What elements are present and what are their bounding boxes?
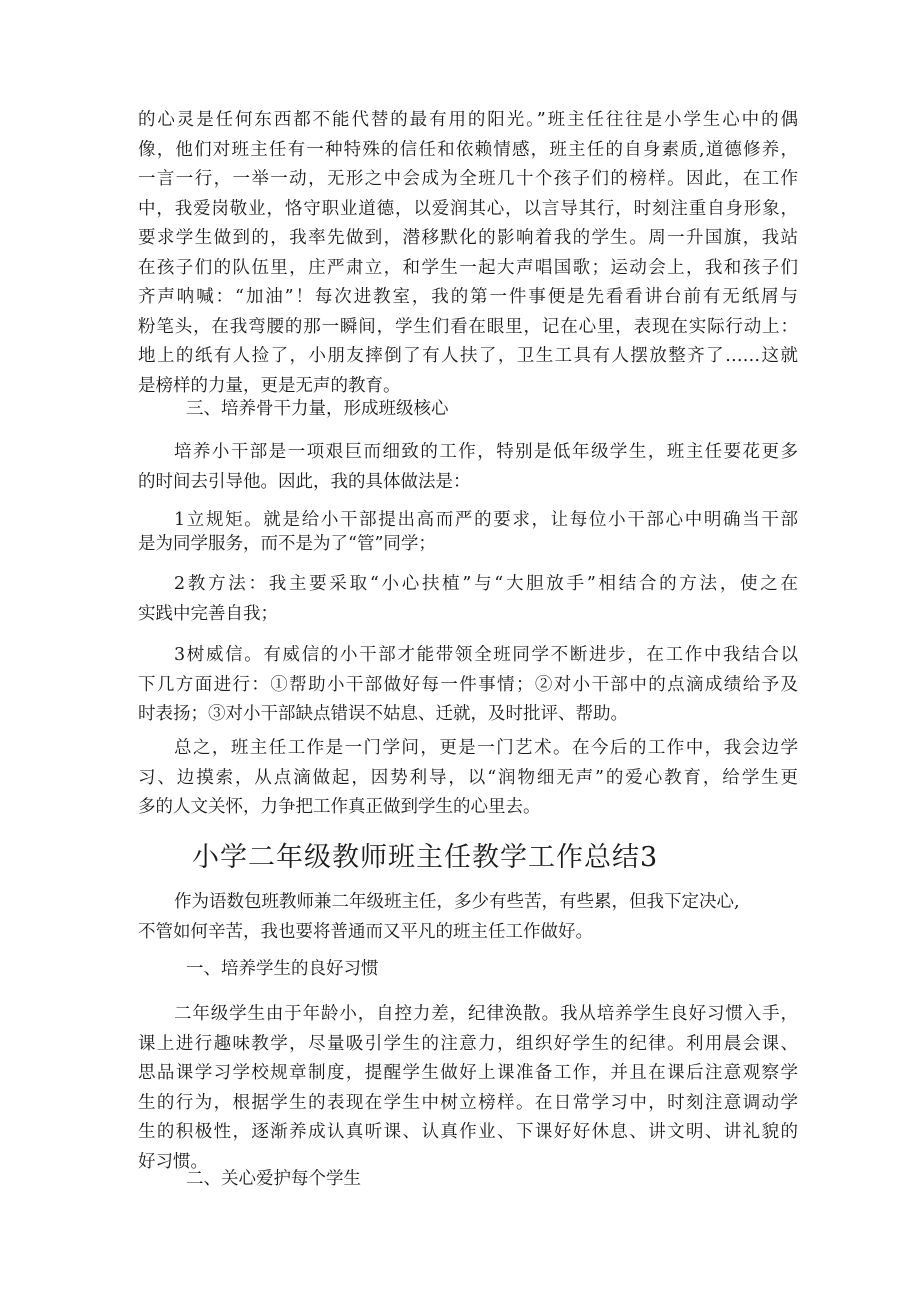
document-title: 小学二年级教师班主任教学工作总结3 [192, 842, 659, 873]
text-line: 粉笔头，在我弯腰的那一瞬间，学生们看在眼里，记在心里，表现在实际行动上： [138, 316, 798, 337]
text-line: 好习惯。 [138, 1151, 208, 1172]
paragraph-cadre-intro [138, 438, 798, 497]
paragraph-prestige [138, 641, 798, 730]
heading-text: 二、关心爱护每个学生 [186, 1169, 361, 1189]
text-line: 下几方面进行：①帮助小干部做好每一件事情；②对小干部中的点滴成绩给予及 [138, 674, 798, 695]
text-line: 习、边摸索，从点滴做起，因势利导，以“润物细无声”的爱心教育，给学生更 [138, 767, 798, 788]
paragraph-role-model [138, 106, 798, 401]
paragraph-rules [138, 508, 798, 556]
paragraph-methods [138, 570, 798, 629]
text-line: 1立规矩。就是给小干部提出高而严的要求，让每位小干部心中明确当干部 [174, 510, 798, 530]
paragraph-conclusion [138, 734, 798, 823]
text-line: 总之，班主任工作是一门学问，更是一门艺术。在今后的工作中，我会边学 [174, 738, 798, 758]
text-line: 2教方法：我主要采取“小心扶植”与“大胆放手”相结合的方法，使之在 [174, 574, 798, 594]
section-heading-cadre [138, 395, 798, 425]
text-line: 多的人文关怀，力争把工作真正做到学生的心里去。 [138, 797, 541, 817]
section-heading-habits [138, 955, 798, 985]
text-line: 不管如何辛苦，我也要将普通而又平凡的班主任工作做好。 [138, 921, 593, 942]
text-line: 中，我爱岗敬业，恪守职业道德，以爱润其心，以言导其行，时刻注重自身形象， [138, 198, 798, 219]
paragraph-intro [138, 888, 798, 947]
heading-text: 三、培养骨干力量，形成班级核心 [186, 399, 449, 419]
text-line: 要求学生做到的，我率先做到，潜移默化的影响着我的学生。周一升国旗，我站 [138, 228, 798, 248]
text-line: 实践中完善自我； [138, 603, 278, 624]
text-line: 作为语数包班教师兼二年级班主任，多少有些苦，有些累，但我下定决心, [174, 892, 740, 912]
text-line: 地上的纸有人捡了，小朋友摔倒了有人扶了，卫生工具有人摆放整齐了……这就 [138, 346, 798, 366]
text-line: 是榜样的力量，更是无声的教育。 [138, 375, 401, 396]
text-line: 一言一行，一举一动，无形之中会成为全班几十个孩子们的榜样。因此，在工作 [138, 169, 798, 189]
text-line: 思品课学习学校规章制度，提醒学生做好上课准备工作，并且在课后注意观察学 [138, 1063, 798, 1083]
text-line: 的心灵是任何东西都不能代替的最有用的阳光。”班主任往往是小学生心中的偶 [138, 110, 798, 130]
text-line: 时表扬；③对小干部缺点错误不姑息、迁就，及时批评、帮助。 [138, 704, 628, 724]
paragraph-habits [138, 1000, 798, 1177]
text-line: 课上进行趣味教学，尽量吸引学生的注意力，组织好学生的纪律。利用晨会课、 [138, 1033, 798, 1054]
text-line: 像，他们对班主任有一种特殊的信任和依赖情感，班主任的自身素质,道德修养， [138, 139, 798, 160]
heading-text: 一、培养学生的良好习惯 [186, 959, 379, 979]
text-line: 是为同学服务，而不是为了“管”同学； [138, 534, 436, 554]
text-line: 的时间去引导他。因此，我的具体做法是： [138, 471, 471, 492]
text-line: 在孩子们的队伍里，庄严肃立，和学生一起大声唱国歌；运动会上，我和孩子们 [138, 257, 798, 278]
text-line: 3树威信。有威信的小干部才能带领全班同学不断进步，在工作中我结合以 [174, 645, 798, 665]
text-line: 齐声呐喊：“加油”！每次进教室，我的第一件事便是先看看讲台前有无纸屑与 [138, 287, 798, 307]
text-line: 生的积极性，逐渐养成认真听课、认真作业、下课好好休息、讲文明、讲礼貌的 [138, 1122, 798, 1142]
text-line: 培养小干部是一项艰巨而细致的工作，特别是低年级学生，班主任要花更多 [174, 442, 798, 462]
text-line: 二年级学生由于年龄小，自控力差，纪律涣散。我从培养学生良好习惯入手， [174, 1004, 798, 1024]
text-line: 生的行为，根据学生的表现在学生中树立榜样。在日常学习中，时刻注意调动学 [138, 1092, 798, 1113]
section-heading-care [138, 1165, 798, 1195]
